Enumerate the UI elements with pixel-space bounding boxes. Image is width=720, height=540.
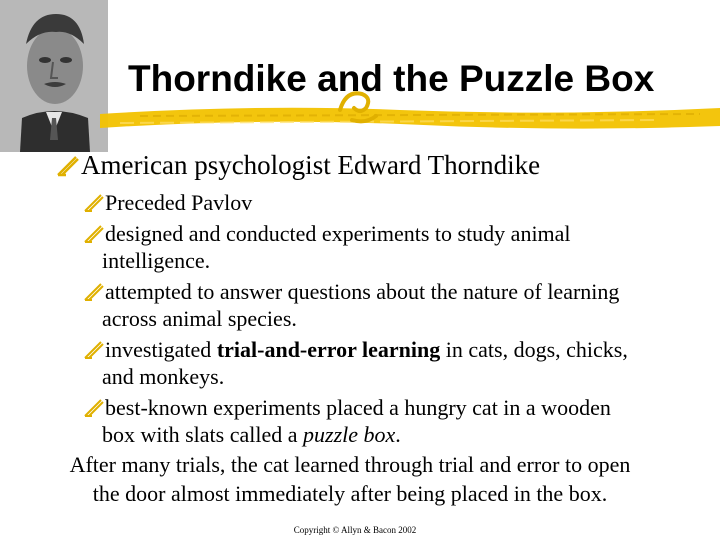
slide-title: Thorndike and the Puzzle Box — [128, 58, 655, 99]
sub-bullet-text: . — [395, 422, 401, 447]
pen-bullet-icon — [84, 399, 104, 417]
main-bullet-text: American psychologist Edward Thorndike — [81, 150, 541, 180]
sub-bullet-3 — [84, 279, 619, 305]
sub-bullet-text: Preceded Pavlov — [105, 190, 253, 215]
sub-bullet-2-continuation: intelligence. — [102, 248, 211, 273]
main-bullet — [56, 150, 540, 181]
copyright-footer: Copyright © Allyn & Bacon 2002 — [293, 525, 417, 535]
pen-bullet-icon — [84, 194, 104, 212]
pen-bullet-icon — [84, 283, 104, 301]
conclusion-line-2: the door almost immediately after being placed in the box. — [92, 481, 608, 506]
portrait-photo — [0, 0, 108, 152]
sub-bullet-text: attempted to answer questions about the nature of learning — [105, 279, 620, 304]
key-term: trial-and-error learning — [216, 337, 441, 362]
pen-bullet-icon — [84, 341, 104, 359]
sub-bullet-text: best-known experiments placed a hungry cat in a wooden — [105, 395, 611, 420]
sub-bullet-3-continuation: across animal species. — [102, 306, 297, 331]
sub-bullet-text: investigated — [105, 337, 217, 362]
conclusion-line-1: After many trials, the cat learned through trial and error to open — [69, 452, 631, 477]
sub-bullet-text: designed and conducted experiments to study animal — [105, 221, 571, 246]
sub-bullet-5-continuation — [102, 422, 401, 448]
pen-bullet-icon — [56, 155, 80, 177]
sub-bullet-4-continuation: and monkeys. — [102, 364, 225, 389]
pen-bullet-icon — [84, 225, 104, 243]
sub-bullet-4 — [84, 337, 628, 363]
key-term-italic: puzzle box — [303, 422, 396, 447]
sub-bullet-5 — [84, 395, 611, 421]
swirl-ornament-icon — [332, 80, 388, 128]
sub-bullet-text: in cats, dogs, chicks, — [440, 337, 628, 362]
sub-bullet-2 — [84, 221, 571, 247]
sub-bullet-text: box with slats called a — [102, 422, 304, 447]
sub-bullet-1 — [84, 190, 252, 216]
